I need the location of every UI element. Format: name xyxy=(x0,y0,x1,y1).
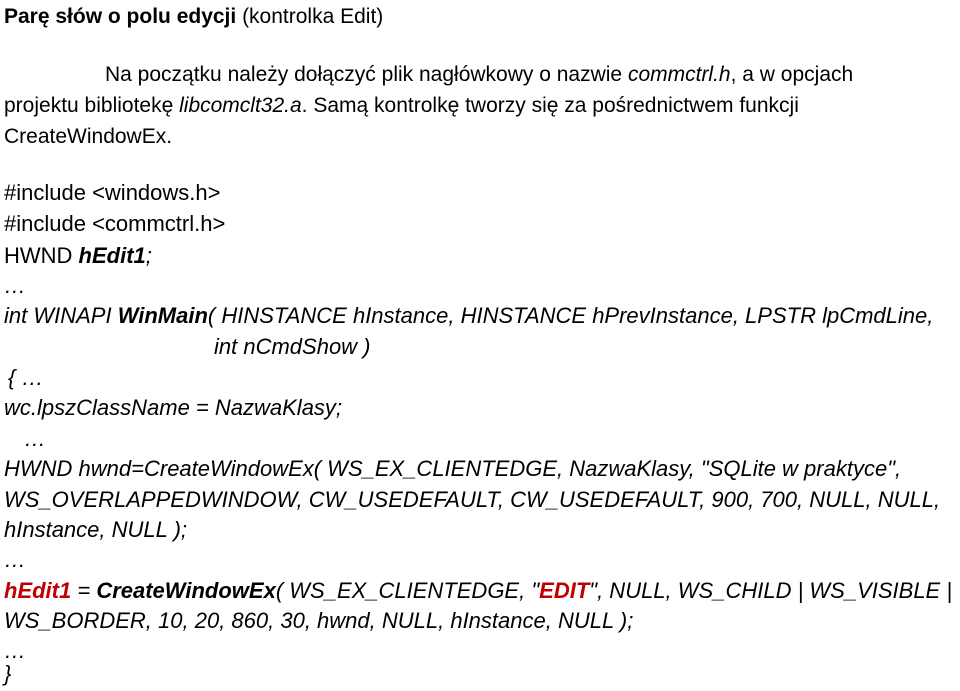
code-ellipsis: … xyxy=(4,547,26,572)
intro-text: projektu bibliotekę xyxy=(4,94,180,117)
code-text: HWND xyxy=(4,243,79,268)
code-text: int WINAPI xyxy=(4,303,118,328)
intro-line xyxy=(4,90,955,121)
code-text: ( HINSTANCE hInstance, HINSTANCE hPrevInstance, LPSTR lpCmdLine, xyxy=(207,303,934,328)
code-text: ; xyxy=(145,243,152,268)
code-text: = xyxy=(71,578,97,603)
code-identifier: hEdit1 xyxy=(78,243,146,268)
code-edit-class-highlight: EDIT xyxy=(539,578,590,603)
code-include-windows: #include <windows.h> xyxy=(4,180,221,205)
code-text: ( WS_EX_CLIENTEDGE, " xyxy=(275,578,540,603)
code-hwnd-declaration xyxy=(4,242,152,270)
intro-line xyxy=(4,59,955,90)
code-createwindow-line3: hInstance, NULL ); xyxy=(4,517,188,542)
intro-paragraph xyxy=(4,59,955,152)
slide-title-bold: Parę słów o polu edycji xyxy=(4,5,237,28)
slide-title-rest: (kontrolka Edit) xyxy=(236,5,384,28)
intro-text: , a w opcjach xyxy=(730,63,854,86)
intro-text: Na początku należy dołączyć plik nagłówkowy o nazwie xyxy=(105,63,628,86)
intro-line xyxy=(4,121,955,152)
code-createwindow-line2: WS_OVERLAPPEDWINDOW, CW_USEDEFAULT, CW_USEDEFAULT, 900, 700, NULL, NULL, xyxy=(4,487,941,512)
slide-title xyxy=(4,4,383,30)
code-classname: wc.lpszClassName = NazwaKlasy; xyxy=(4,395,343,420)
code-text: ", NULL, WS_CHILD | WS_VISIBLE | xyxy=(589,578,953,603)
library-name: libcomclt32.a xyxy=(179,94,302,117)
code-identifier-highlight: hEdit1 xyxy=(4,578,72,603)
code-identifier: CreateWindowEx xyxy=(96,578,276,603)
code-ellipsis: … xyxy=(4,273,26,298)
code-edit-create-line1 xyxy=(4,577,952,605)
code-edit-create-line2: WS_BORDER, 10, 20, 860, 30, hwnd, NULL, hInstance, NULL ); xyxy=(4,608,634,633)
code-ellipsis: … xyxy=(24,426,46,451)
code-include-commctrl: #include <commctrl.h> xyxy=(4,211,226,236)
intro-text: . Samą kontrolkę tworzy się za pośrednictwem funkcji xyxy=(301,94,799,117)
code-winmain-signature xyxy=(4,302,933,330)
intro-text: CreateWindowEx. xyxy=(4,125,173,148)
code-open-brace: { … xyxy=(8,365,44,390)
code-createwindow-line1: HWND hwnd=CreateWindowEx( WS_EX_CLIENTEDGE, NazwaKlasy, "SQLite w praktyce", xyxy=(4,456,902,481)
code-ellipsis: … xyxy=(4,638,26,663)
code-close-brace: } xyxy=(4,661,12,686)
code-identifier: WinMain xyxy=(117,303,208,328)
header-file-name: commctrl.h xyxy=(627,63,731,86)
code-winmain-param: int nCmdShow ) xyxy=(214,334,371,359)
